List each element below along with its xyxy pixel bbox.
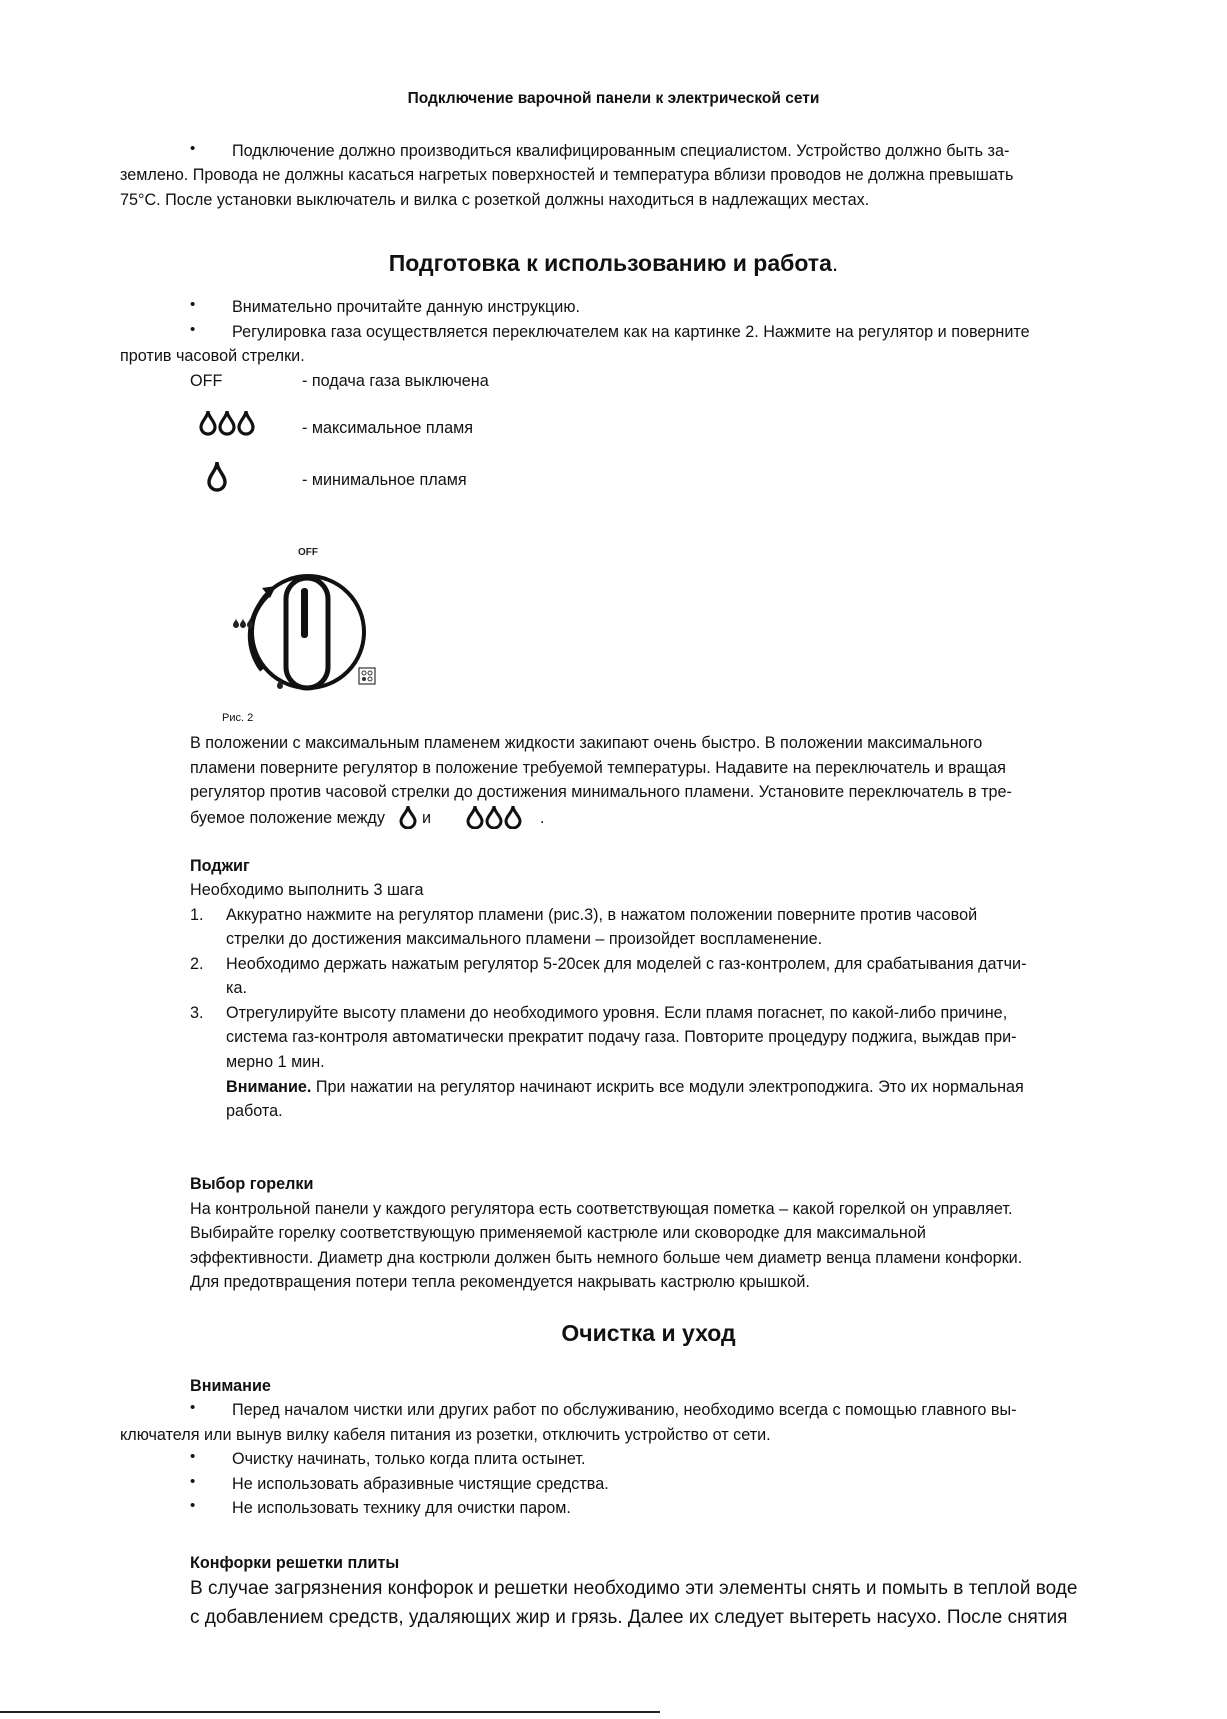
bullet-marker: • (190, 1399, 196, 1416)
step-3-line-1: Отрегулируйте высоту пламени до необходимого уровня. Если пламя погаснет, по какой-либо причине, (226, 1004, 1008, 1022)
section-preparation-heading (0, 250, 1227, 277)
legend-min-text: - минимальное пламя (302, 471, 467, 489)
para-text-a: буемое положение между (190, 809, 385, 827)
cleaning-bullet-2: Очистку начинать, только когда плита остынет. (232, 1450, 586, 1468)
legend-off-text: - подача газа выключена (302, 372, 489, 390)
ignition-warning-line-1 (226, 1075, 1138, 1100)
warning-text: При нажатии на регулятор начинают искрить все модули электроподжига. Это их нормальная (311, 1078, 1024, 1096)
bullet-marker: • (190, 1497, 196, 1514)
para-text-c: . (540, 809, 545, 827)
knob-figure (222, 540, 402, 725)
section-cleaning-title: Очистка и уход (561, 1320, 736, 1346)
knob-max-flame-icon (233, 618, 253, 628)
step-number-3: 3. (190, 1004, 204, 1022)
step-1-line-1: Аккуратно нажмите на регулятор пламени (рис.3), в нажатом положении поверните против часовой (226, 906, 978, 924)
grates-title: Конфорки решетки плиты (190, 1554, 400, 1572)
step-number-2: 2. (190, 955, 204, 973)
step-3-line-3: мерно 1 мин. (226, 1053, 325, 1071)
triple-flame-icon (198, 408, 256, 441)
prep-bullet-2-line-2: против часовой стрелки. (120, 347, 305, 365)
prep-para-line-3: регулятор против часовой стрелки до достижения минимального пламени. Установите переключатель в тре- (190, 783, 1012, 801)
single-flame-icon (399, 805, 417, 829)
burner-line-3: эффективности. Диаметр дна кострюли должен быть немного больше чем диаметр венца пламени конфорки. (190, 1249, 1023, 1267)
page-bottom-rule (0, 1711, 660, 1713)
burner-title: Выбор горелки (190, 1175, 314, 1193)
grates-line-1: В случае загрязнения конфорок и решетки необходимо эти элементы снять и помыть в теплой воде (190, 1578, 1078, 1599)
bullet-marker: • (190, 140, 196, 157)
burner-line-2: Выбирайте горелку соответствующую применяемой кастрюле или сковородке для максимальной (190, 1224, 926, 1242)
step-3-line-2: система газ-контроля автоматически прекратит подачу газа. Повторите процедуру поджига, выждав при- (226, 1028, 1017, 1046)
burner-layout-icon (359, 668, 375, 684)
legend-off-key: OFF (190, 372, 223, 390)
cleaning-attention: Внимание (190, 1377, 271, 1395)
burner-line-1: На контрольной панели у каждого регулятора есть соответствующая пометка – какой горелкой он управляет. (190, 1200, 1013, 1218)
warning-label: Внимание. (226, 1078, 312, 1096)
cleaning-bullet-1-line-2: ключателя или вынув вилку кабеля питания из розетки, отключить устройство от сети. (120, 1426, 771, 1444)
prep-para-line-1: В положении с максимальным пламенем жидкости закипают очень быстро. В положении максимального (190, 734, 983, 752)
para-text-b: и (421, 809, 431, 827)
section-electric-title: Подключение варочной панели к электрической сети (407, 90, 820, 107)
knob-off-label: OFF (298, 547, 318, 558)
section-preparation-title: Подготовка к использованию и работа (388, 250, 832, 276)
figure-caption: Рис. 2 (222, 712, 254, 724)
ignition-title: Поджиг (190, 857, 250, 875)
electric-line-3: 75°С. После установки выключатель и вилка с розеткой должны находиться в надлежащих местах. (120, 191, 870, 209)
step-number-1: 1. (190, 906, 204, 924)
cleaning-bullet-4: Не использовать технику для очистки паром. (232, 1499, 571, 1517)
prep-bullet-2-line-1: Регулировка газа осуществляется переключателем как на картинке 2. Нажмите на регулятор и поверните (232, 323, 1030, 341)
cleaning-bullet-1-line-1: Перед началом чистки или других работ по обслуживанию, необходимо всегда с помощью главного вы- (232, 1401, 1017, 1419)
step-2-line-2: ка. (226, 979, 247, 997)
bullet-marker: • (190, 321, 196, 338)
grates-line-2: с добавлением средств, удаляющих жир и грязь. Далее их следует вытереть насухо. После снятия (190, 1607, 1068, 1628)
bullet-marker: • (190, 1448, 196, 1465)
electric-line-1: Подключение должно производиться квалифицированным специалистом. Устройство должно быть за- (232, 142, 1010, 160)
burner-line-4: Для предотвращения потери тепла рекомендуется накрывать кастрюлю крышкой. (190, 1273, 810, 1291)
triple-flame-icon (466, 805, 522, 829)
title-period: . (831, 250, 839, 276)
single-flame-icon (206, 460, 228, 497)
bullet-marker: • (190, 296, 196, 313)
prep-para-line-4 (190, 805, 545, 831)
step-2-line-1: Необходимо держать нажатым регулятор 5-20сек для моделей с газ-контролем, для срабатывания датчи- (226, 955, 1027, 973)
step-1-line-2: стрелки до достижения максимального пламени – произойдет воспламенение. (226, 930, 823, 948)
prep-para-line-2: пламени поверните регулятор в положение требуемой температуры. Надавите на переключатель и вращая (190, 759, 1006, 777)
bullet-marker: • (190, 1473, 196, 1490)
cleaning-bullet-3: Не использовать абразивные чистящие средства. (232, 1475, 609, 1493)
legend-max-text: - максимальное пламя (302, 419, 473, 437)
ignition-intro: Необходимо выполнить 3 шага (190, 881, 424, 899)
electric-line-2: землено. Провода не должны касаться нагретых поверхностей и температура вблизи проводов не должна превышать (120, 166, 1014, 184)
prep-bullet-1: Внимательно прочитайте данную инструкцию. (232, 298, 580, 316)
ignition-warning-line-2: работа. (226, 1102, 283, 1120)
